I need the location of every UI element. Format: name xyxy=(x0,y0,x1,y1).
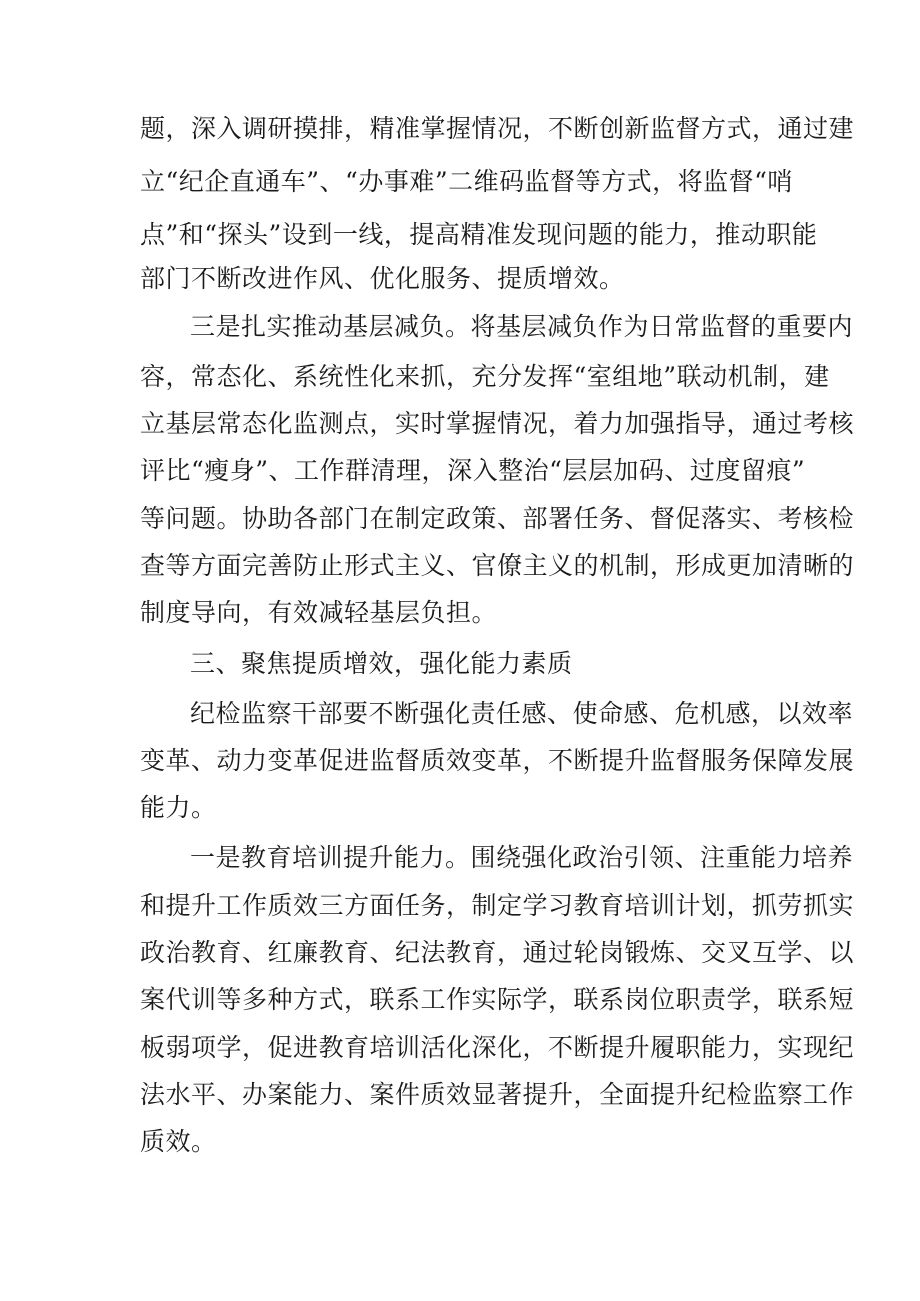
paragraph-start-line: 纪检监察干部要不断强化责任感、使命感、危机感，以效率 xyxy=(190,699,854,728)
text-line: 政治教育、红廉教育、纪法教育，通过轮岗锻炼、交叉互学、以 xyxy=(140,938,855,967)
text-line: 点”和“探头”设到一线，提高精准发现问题的能力，推动职能 xyxy=(140,220,818,249)
text-line: 立“纪企直通车”、“办事难”二维码监督等方式，将监督“哨 xyxy=(140,167,793,196)
text-line: 查等方面完善防止形式主义、官僚主义的机制，形成更加清晰的 xyxy=(140,551,855,580)
text-line: 板弱项学，促进教育培训活化深化，不断提升履职能力，实现纪 xyxy=(140,1033,855,1062)
paragraph-start-line: 一是教育培训提升能力。围绕强化政治引领、注重能力培养 xyxy=(190,843,854,872)
text-line: 质效。 xyxy=(140,1127,217,1156)
text-line: 题，深入调研摸排，精准掌握情况，不断创新监督方式，通过建 xyxy=(140,114,855,143)
paragraph-start-line: 三是扎实推动基层减负。将基层减负作为日常监督的重要内 xyxy=(190,312,854,341)
text-line: 案代训等多种方式，联系工作实际学，联系岗位职责学，联系短 xyxy=(140,985,855,1014)
text-line: 等问题。协助各部门在制定政策、部署任务、督促落实、考核检 xyxy=(140,504,855,533)
text-line: 容，常态化、系统性化来抓，充分发挥“室组地”联动机制，建 xyxy=(140,362,830,391)
text-line: 部门不断改进作风、优化服务、提质增效。 xyxy=(140,264,625,293)
text-line: 制度导向，有效减轻基层负担。 xyxy=(140,598,498,627)
text-line: 评比“瘦身”、工作群清理，深入整治“层层加码、过度留痕” xyxy=(140,456,806,485)
text-line: 和提升工作质效三方面任务，制定学习教育培训计划，抓劳抓实 xyxy=(140,891,855,920)
text-line: 变革、动力变革促进监督质效变革，不断提升监督服务保障发展 xyxy=(140,746,855,775)
text-line: 能力。 xyxy=(140,793,217,822)
text-line: 法水平、办案能力、案件质效显著提升，全面提升纪检监察工作 xyxy=(140,1080,855,1109)
section-heading: 三、聚焦提质增效，强化能力素质 xyxy=(190,649,573,678)
text-line: 立基层常态化监测点，实时掌握情况，着力加强指导，通过考核 xyxy=(140,409,855,438)
